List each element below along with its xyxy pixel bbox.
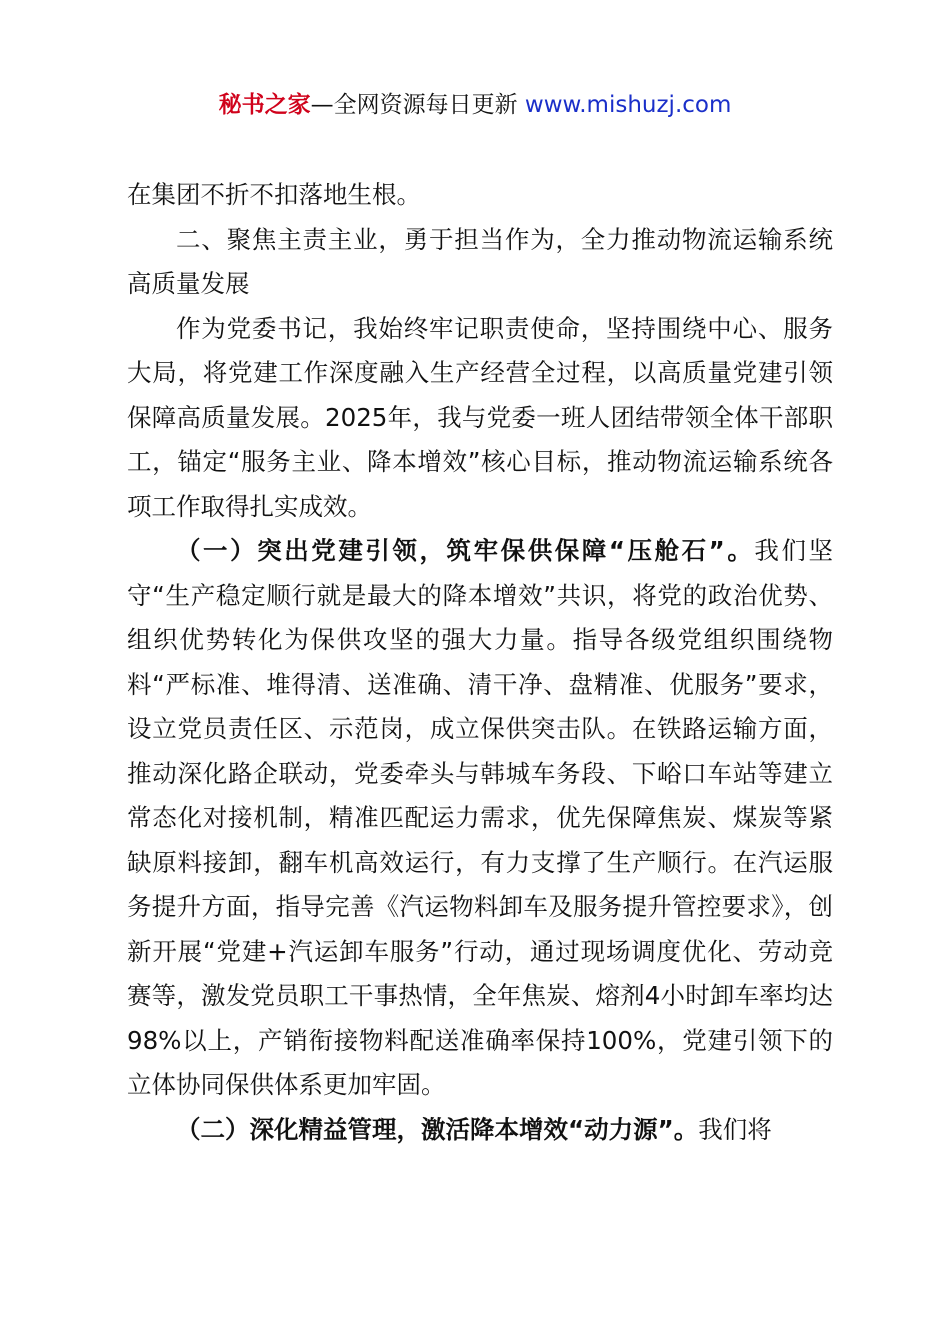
- paragraph-subsection-1: [127, 529, 833, 1108]
- header-url[interactable]: www.mishuzj.com: [524, 92, 732, 118]
- subsection-1-heading: （一）突出党建引领，筑牢保供保障“压舱石”。: [176, 536, 755, 565]
- subsection-2-body: 我们将: [698, 1114, 772, 1144]
- subsection-1-body: 我们坚守“生产稳定顺行就是最大的降本增效”共识，将党的政治优势、组织优势转化为保供攻坚的强大力量。指导各级党组织围绕物料“严标准、堆得清、送准确、清干净、盘精准、优服务”要求，设立党员责任区、示范岗，成立保供突击队。在铁路运输方面，推动深化路企联动，党委牵头与韩城车务段、下峪口车站等建立常态化对接机制，精准匹配运力需求，优先保障焦炭、煤炭等紧缺原料接卸，翻车机高效运行，有力支撑了生产顺行。在汽运服务提升方面，指导完善《汽运物料卸车及服务提升管控要求》，创新开展“党建+汽运卸车服务”行动，通过现场调度优化、劳动竞赛等，激发党员职工干事热情，全年焦炭、熔剂4小时卸车率均达98%以上，产销衔接物料配送准确率保持100%，党建引领下的立体协同保供体系更加牢固。: [127, 536, 834, 1099]
- brand-name: 秘书之家: [218, 92, 311, 118]
- header-tagline: —全网资源每日更新: [310, 92, 525, 118]
- paragraph-intro: 作为党委书记，我始终牢记职责使命，坚持围绕中心、服务大局，将党建工作深度融入生产经营全过程，以高质量党建引领保障高质量发展。2025年，我与党委一班人团结带领全体干部职工，锚定“服务主业、降本增效”核心目标，推动物流运输系统各项工作取得扎实成效。: [127, 313, 833, 521]
- paragraph-continuation: 在集团不折不扣落地生根。: [127, 180, 421, 209]
- paragraph-subsection-2: [127, 1108, 833, 1153]
- subsection-2-heading: （二）深化精益管理，激活降本增效“动力源”。: [176, 1114, 699, 1144]
- document-body: [127, 173, 833, 1152]
- page-header: [0, 88, 950, 122]
- section-heading: 二、聚焦主责主业，勇于担当作为，全力推动物流运输系统高质量发展: [127, 224, 833, 298]
